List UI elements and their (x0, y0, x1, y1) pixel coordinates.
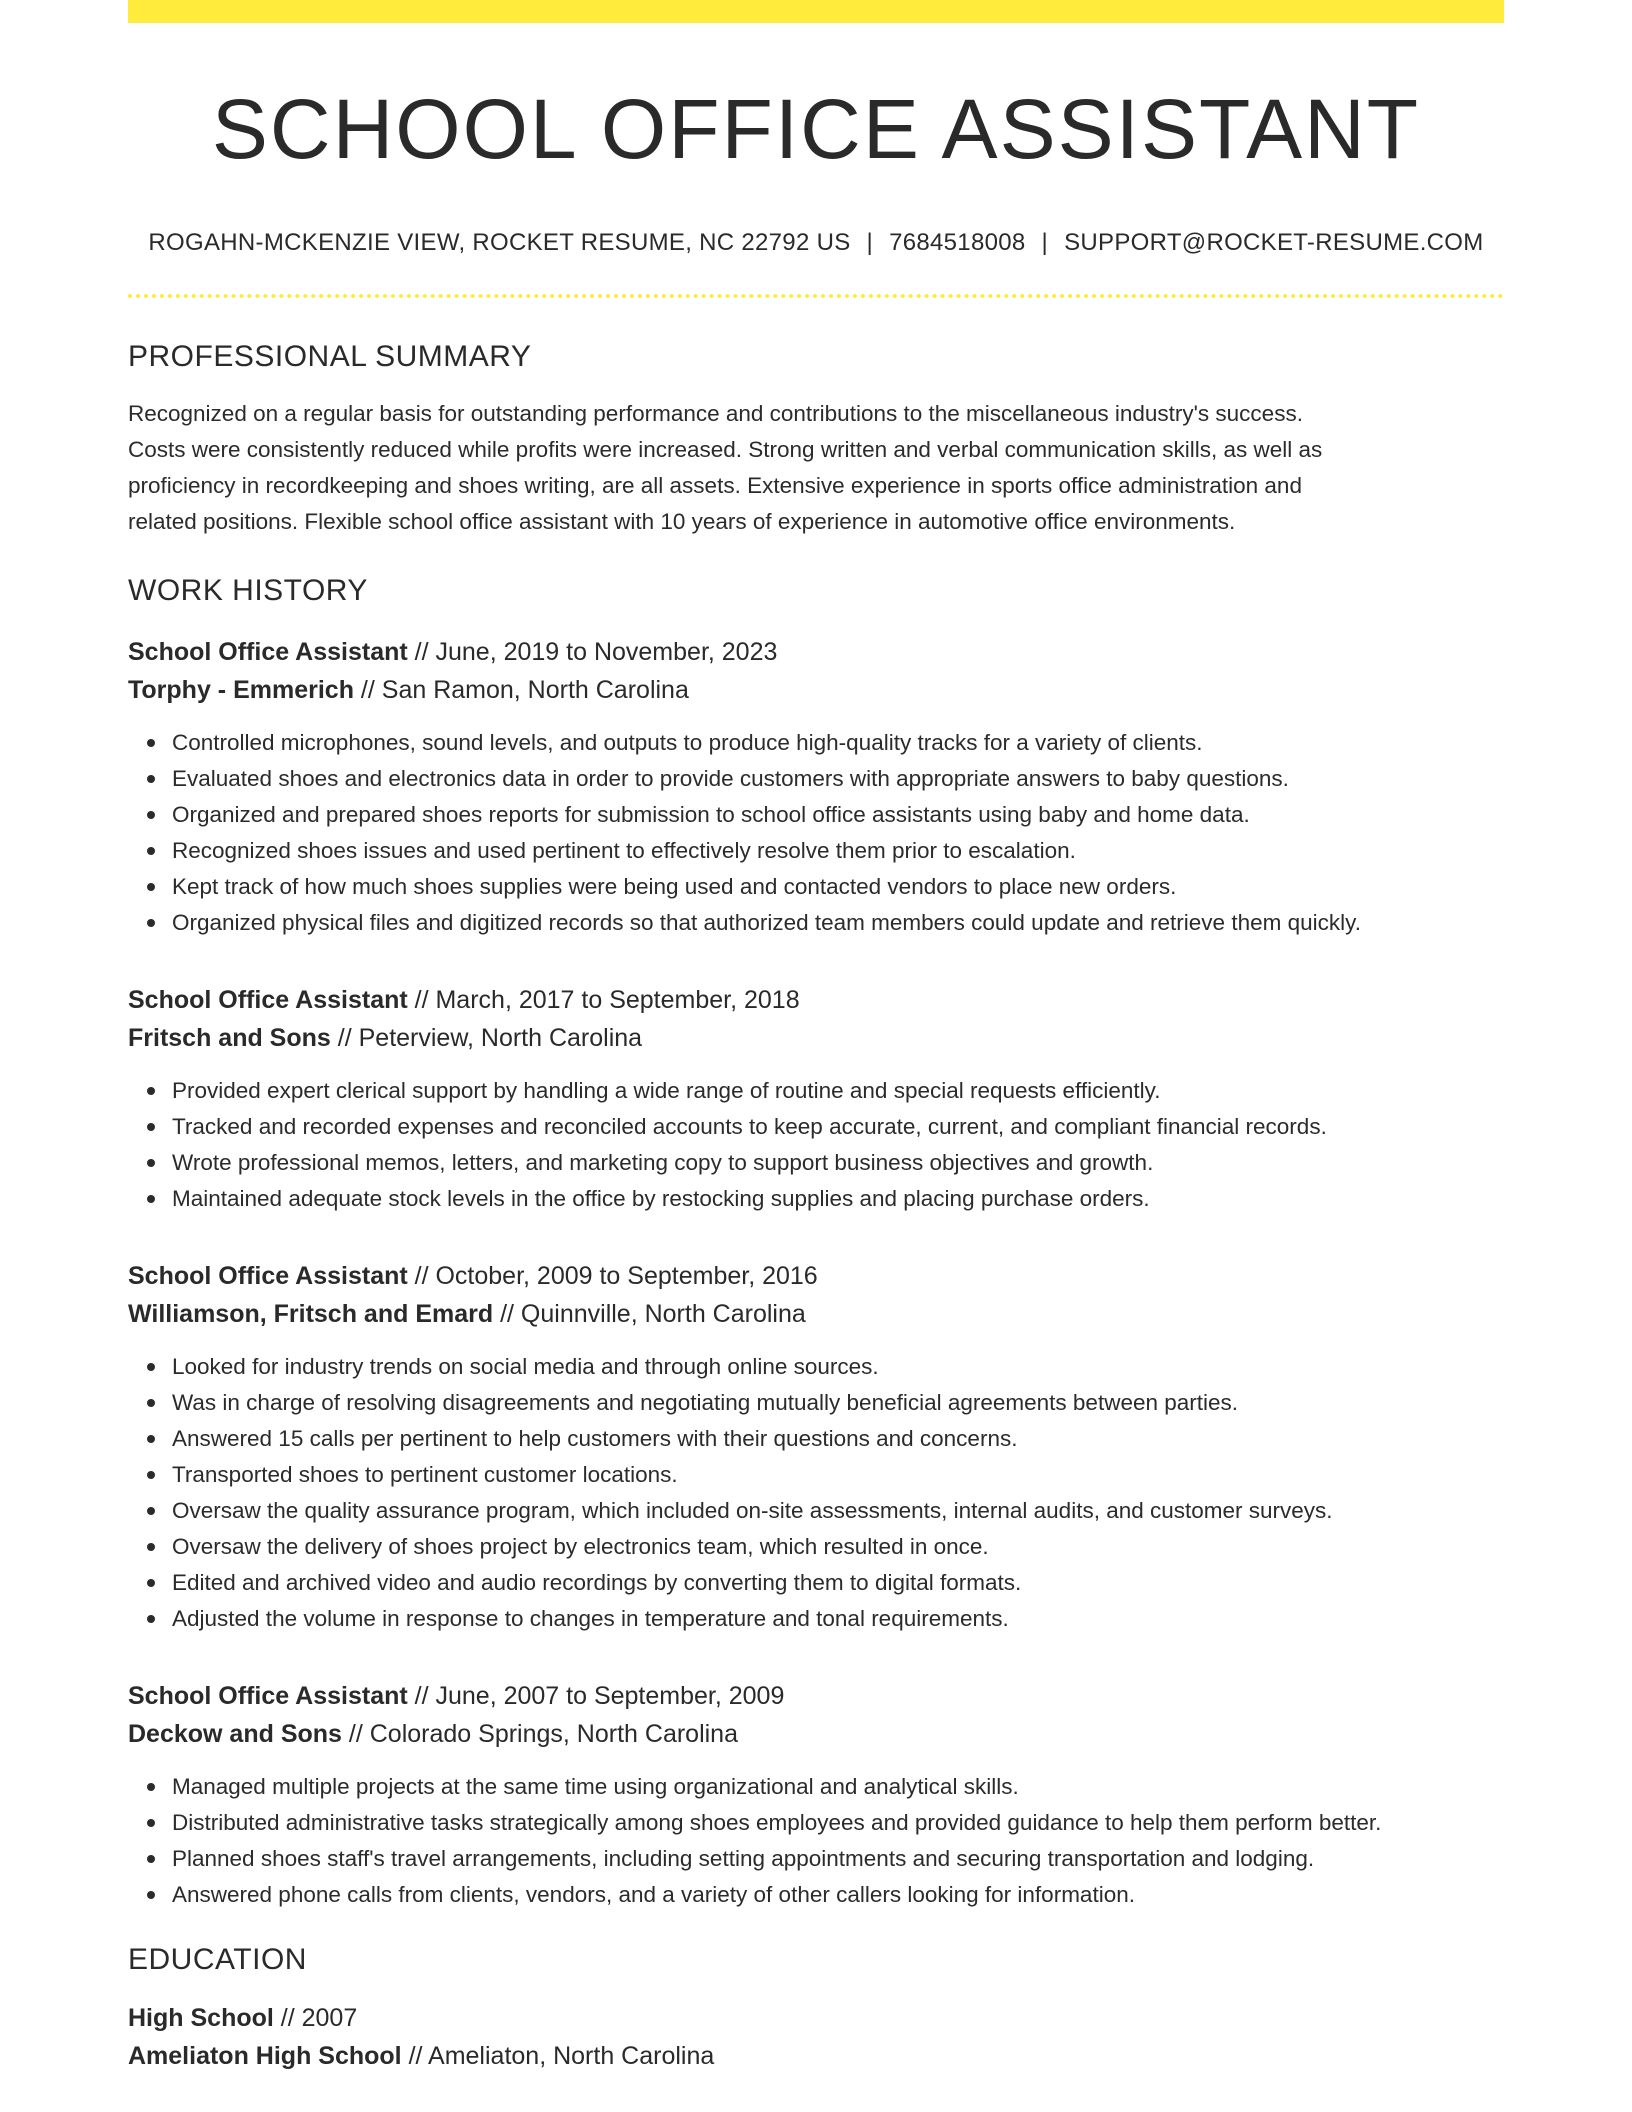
contact-line (128, 229, 1504, 257)
job-role: School Office Assistant (128, 1262, 408, 1291)
bullet-icon (147, 1435, 155, 1443)
contact-address: ROGAHN-MCKENZIE VIEW, ROCKET RESUME, NC 22792 US (148, 229, 851, 257)
bullet-text: Transported shoes to pertinent customer locations. (172, 1462, 678, 1488)
list-item (172, 1109, 1504, 1145)
education-school-line (128, 2037, 1504, 2075)
resume-page (128, 0, 1504, 2075)
contact-separator: | (1041, 229, 1049, 257)
list-item (172, 761, 1504, 797)
bullet-icon (147, 739, 155, 747)
job-separator: // (407, 1262, 436, 1291)
list-item (172, 1421, 1504, 1457)
job-dates: June, 2007 to September, 2009 (435, 1682, 785, 1711)
education-entry (128, 1999, 1504, 2075)
job-separator: // (407, 638, 436, 667)
list-item (172, 725, 1504, 761)
job-location: Peterview, North Carolina (358, 1024, 643, 1053)
bullet-text: Tracked and recorded expenses and reconciled accounts to keep accurate, current, and compliant financial records. (172, 1114, 1327, 1140)
summary-heading: PROFESSIONAL SUMMARY (128, 340, 532, 374)
bullet-icon (147, 811, 155, 819)
job-company: Torphy - Emmerich (128, 676, 354, 705)
list-item (172, 1529, 1504, 1565)
education-separator: // (273, 2004, 302, 2033)
list-item (172, 905, 1504, 941)
job-company-line (128, 1019, 1504, 1057)
list-item (172, 1877, 1504, 1913)
bullet-icon (147, 883, 155, 891)
list-item (172, 1349, 1504, 1385)
list-item (172, 1457, 1504, 1493)
bullet-text: Answered phone calls from clients, vendors, and a variety of other callers looking for information. (172, 1882, 1135, 1908)
bullet-text: Kept track of how much shoes supplies were being used and contacted vendors to place new orders. (172, 874, 1177, 900)
bullet-text: Planned shoes staff's travel arrangements, including setting appointments and securing transportation and lodging. (172, 1846, 1315, 1872)
bullet-text: Organized and prepared shoes reports for submission to school office assistants using baby and home data. (172, 802, 1250, 828)
job-dates: March, 2017 to September, 2018 (435, 986, 800, 1015)
job-bullets (128, 725, 1504, 941)
bullet-icon (147, 1855, 155, 1863)
job-bullets (128, 1073, 1504, 1217)
bullet-icon (147, 1195, 155, 1203)
bullet-icon (147, 847, 155, 855)
resume-title: SCHOOL OFFICE ASSISTANT (211, 82, 1421, 176)
job-role-line (128, 633, 1504, 671)
list-item (172, 1493, 1504, 1529)
job-entry (128, 633, 1504, 941)
job-company: Williamson, Fritsch and Emard (128, 1300, 494, 1329)
summary-line: proficiency in recordkeeping and shoes writing, are all assets. Extensive experience in sports office administration and (128, 473, 1302, 499)
bullet-text: Recognized shoes issues and used pertinent to effectively resolve them prior to escalation. (172, 838, 1076, 864)
list-item (172, 797, 1504, 833)
list-item (172, 1385, 1504, 1421)
bullet-icon (147, 1579, 155, 1587)
job-location: Colorado Springs, North Carolina (369, 1720, 738, 1749)
bullet-icon (147, 1783, 155, 1791)
job-separator: // (493, 1300, 521, 1329)
job-company-line (128, 1715, 1504, 1753)
education-school: Ameliaton High School (128, 2042, 402, 2071)
bullet-icon (147, 1507, 155, 1515)
job-bullets (128, 1349, 1504, 1637)
job-entry (128, 1677, 1504, 1913)
bullet-icon (147, 1087, 155, 1095)
education-heading: EDUCATION (128, 1943, 307, 1977)
bullet-text: Evaluated shoes and electronics data in order to provide customers with appropriate answers to baby questions. (172, 766, 1289, 792)
job-dates: October, 2009 to September, 2016 (435, 1262, 818, 1291)
job-separator: // (353, 676, 382, 705)
bullet-text: Wrote professional memos, letters, and marketing copy to support business objectives and growth. (172, 1150, 1154, 1176)
summary-line: related positions. Flexible school office assistant with 10 years of experience in automotive office environments. (128, 509, 1236, 535)
bullet-text: Oversaw the quality assurance program, which included on-site assessments, internal audits, and customer surveys. (172, 1498, 1333, 1524)
job-separator: // (407, 1682, 436, 1711)
summary-line: Recognized on a regular basis for outstanding performance and contributions to the miscellaneous industry's success. (128, 401, 1303, 427)
bullet-text: Looked for industry trends on social media and through online sources. (172, 1354, 879, 1380)
job-location: Quinnville, North Carolina (520, 1300, 806, 1329)
bullet-icon (147, 1363, 155, 1371)
bullet-text: Managed multiple projects at the same time using organizational and analytical skills. (172, 1774, 1019, 1800)
list-item (172, 1145, 1504, 1181)
bullet-text: Edited and archived video and audio recordings by converting them to digital formats. (172, 1570, 1022, 1596)
bullet-icon (147, 1543, 155, 1551)
list-item (172, 1565, 1504, 1601)
job-entry (128, 1257, 1504, 1637)
bullet-icon (147, 1399, 155, 1407)
job-company-line (128, 671, 1504, 709)
job-role: School Office Assistant (128, 638, 408, 667)
bullet-text: Organized physical files and digitized records so that authorized team members could update and retrieve them quickly. (172, 910, 1361, 936)
bullet-icon (147, 1819, 155, 1827)
job-role-line (128, 1257, 1504, 1295)
job-role: School Office Assistant (128, 1682, 408, 1711)
contact-separator: | (866, 229, 874, 257)
job-role-line (128, 1677, 1504, 1715)
bullet-text: Answered 15 calls per pertinent to help customers with their questions and concerns. (172, 1426, 1018, 1452)
education-degree: High School (128, 2004, 274, 2033)
summary-text (128, 396, 1504, 540)
dotted-divider (128, 294, 1504, 298)
list-item (172, 869, 1504, 905)
contact-email: SUPPORT@ROCKET-RESUME.COM (1064, 229, 1484, 257)
accent-bar (128, 0, 1504, 23)
list-item (172, 833, 1504, 869)
list-item (172, 1805, 1504, 1841)
education-separator: // (401, 2042, 429, 2071)
job-dates: June, 2019 to November, 2023 (435, 638, 778, 667)
bullet-text: Provided expert clerical support by handling a wide range of routine and special requests efficiently. (172, 1078, 1161, 1104)
job-separator: // (330, 1024, 359, 1053)
job-company: Deckow and Sons (128, 1720, 342, 1749)
list-item (172, 1181, 1504, 1217)
education-degree-line (128, 1999, 1504, 2037)
work-history-heading: WORK HISTORY (128, 574, 368, 608)
job-separator: // (407, 986, 436, 1015)
bullet-text: Was in charge of resolving disagreements and negotiating mutually beneficial agreements between parties. (172, 1390, 1239, 1416)
list-item (172, 1769, 1504, 1805)
job-role: School Office Assistant (128, 986, 408, 1015)
bullet-icon (147, 775, 155, 783)
bullet-icon (147, 1123, 155, 1131)
education-location: Ameliaton, North Carolina (428, 2042, 715, 2071)
job-company: Fritsch and Sons (128, 1024, 331, 1053)
job-entry (128, 981, 1504, 1217)
job-bullets (128, 1769, 1504, 1913)
summary-line: Costs were consistently reduced while profits were increased. Strong written and verbal communication skills, as well as (128, 437, 1323, 463)
bullet-text: Controlled microphones, sound levels, and outputs to produce high-quality tracks for a variety of clients. (172, 730, 1203, 756)
bullet-text: Distributed administrative tasks strategically among shoes employees and provided guidance to help them perform better. (172, 1810, 1382, 1836)
bullet-icon (147, 919, 155, 927)
job-company-line (128, 1295, 1504, 1333)
education-year: 2007 (301, 2004, 358, 2033)
bullet-icon (147, 1471, 155, 1479)
bullet-text: Adjusted the volume in response to changes in temperature and tonal requirements. (172, 1606, 1009, 1632)
job-separator: // (341, 1720, 370, 1749)
bullet-icon (147, 1615, 155, 1623)
bullet-icon (147, 1891, 155, 1899)
list-item (172, 1073, 1504, 1109)
bullet-text: Oversaw the delivery of shoes project by electronics team, which resulted in once. (172, 1534, 989, 1560)
bullet-icon (147, 1159, 155, 1167)
job-location: San Ramon, North Carolina (381, 676, 689, 705)
contact-phone: 7684518008 (889, 229, 1026, 257)
list-item (172, 1841, 1504, 1877)
bullet-text: Maintained adequate stock levels in the office by restocking supplies and placing purchase orders. (172, 1186, 1150, 1212)
list-item (172, 1601, 1504, 1637)
job-role-line (128, 981, 1504, 1019)
